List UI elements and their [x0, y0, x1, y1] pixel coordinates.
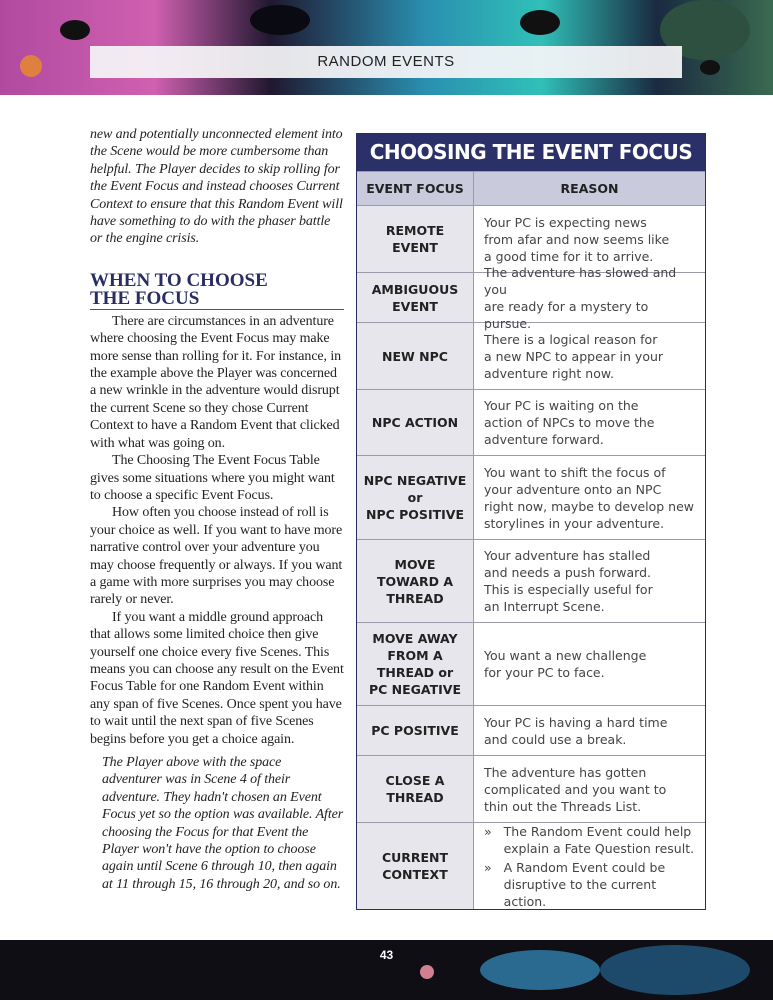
event-focus-cell: MOVE AWAY FROM A THREAD or PC NEGATIVE — [357, 623, 474, 705]
event-focus-cell: REMOTE EVENT — [357, 206, 474, 272]
table-row — [357, 622, 705, 705]
column-header-reason: REASON — [474, 172, 705, 205]
reason-cell: Your PC is waiting on the action of NPCs to move the adventure forward. — [484, 398, 655, 447]
event-focus-cell: NEW NPC — [357, 323, 474, 389]
paragraph: There are circumstances in an adventure where choosing the Event Focus may make more sense than rolling for it. For instance, in the example above the Player was concerned a new wrinkle in the adventure would disrupt the current Scene so they chose Current Context to have a Random Event that clicked with what was going on. — [90, 313, 342, 451]
table-row — [357, 322, 705, 389]
event-focus-cell: AMBIGUOUS EVENT — [357, 273, 474, 322]
table-row — [357, 539, 705, 622]
section-heading: WHEN TO CHOOSE THE FOCUS — [90, 272, 344, 310]
column-header-event-focus: EVENT FOCUS — [357, 172, 474, 205]
table-title: CHOOSING THE EVENT FOCUS — [357, 134, 705, 171]
bullet-item: » The Random Event could help explain a Fate Question result. — [484, 823, 695, 856]
reason-cell: Your PC is having a hard time and could use a break. — [484, 714, 668, 747]
event-focus-table — [356, 133, 706, 910]
table-row — [357, 264, 705, 331]
event-focus-cell: CURRENT CONTEXT — [357, 823, 474, 909]
reason-cell — [474, 823, 705, 909]
event-focus-cell: NPC NEGATIVE or NPC POSITIVE — [357, 456, 474, 539]
paragraph: The Choosing The Event Focus Table gives some situations where you might want to choose a specific Event Focus. — [90, 453, 335, 503]
reason-cell: The adventure has gotten complicated and you want to thin out the Threads List. — [484, 764, 667, 814]
left-column — [90, 126, 344, 893]
page-number: 43 — [379, 948, 394, 962]
table-row — [357, 455, 705, 539]
table-row — [357, 822, 705, 909]
event-focus-cell: MOVE TOWARD A THREAD — [357, 540, 474, 622]
table-row — [357, 705, 705, 755]
table-header-row — [357, 171, 705, 205]
table-row — [357, 389, 705, 455]
paragraph: If you want a middle ground approach that allows some limited choice then give yourself one choice every five Scenes. This means you can choose any result on the Event Focus Table for one Random Event within any span of five Scenes. Once spent you have to wait until the next span of five Scenes begins before you get a choice again. — [90, 609, 344, 747]
table-row — [357, 755, 705, 822]
reason-cell: Your adventure has stalled and needs a push forward. This is especially useful for an Interrupt Scene. — [484, 548, 653, 614]
example-text: The Player above with the space adventurer was in Scene 4 of their adventure. They hadn't chosen an Event Focus yet so the option was available. After choosing the Focus for that Event the Player won't have the option to choose again until Scene 6 through 10, then again at 11 through 15, 16 through 20, and so on. — [102, 755, 344, 892]
event-focus-cell: PC POSITIVE — [357, 706, 474, 755]
bullet-item: » A Random Event could be disruptive to the current action. — [484, 859, 666, 909]
reason-cell: Your PC is expecting news from afar and now seems like a good time for it to arrive. — [484, 214, 670, 264]
event-focus-cell: NPC ACTION — [357, 390, 474, 455]
table-row — [357, 205, 705, 272]
reason-cell: You want to shift the focus of your adventure onto an NPC right now, maybe to develop new storylines in your adventure. — [484, 464, 695, 531]
bullet-icon: » — [484, 823, 492, 839]
running-header: RANDOM EVENTS — [90, 46, 682, 78]
event-focus-cell: CLOSE A THREAD — [357, 756, 474, 822]
reason-cell: The adventure has slowed and you are ready for a mystery to pursue. — [484, 264, 677, 331]
reason-cell: You want a new challenge for your PC to face. — [484, 648, 647, 680]
reason-cell: There is a logical reason for a new NPC to appear in your adventure right now. — [484, 331, 664, 381]
intro-example-text: new and potentially unconnected element into the Scene would be more cumbersome than helpful. The Player decides to skip rolling for the Event Focus and instead chooses Current Context to ensure that this Random Event will have something to do with the phaser battle or the engine crisis. — [90, 127, 343, 247]
bullet-icon: » — [484, 859, 492, 875]
paragraph: How often you choose instead of roll is your choice as well. If you want to have more narrative control over your adventure you may choose frequently or always. If you want a game with more surprises you may choose rarely or never. — [90, 505, 343, 608]
